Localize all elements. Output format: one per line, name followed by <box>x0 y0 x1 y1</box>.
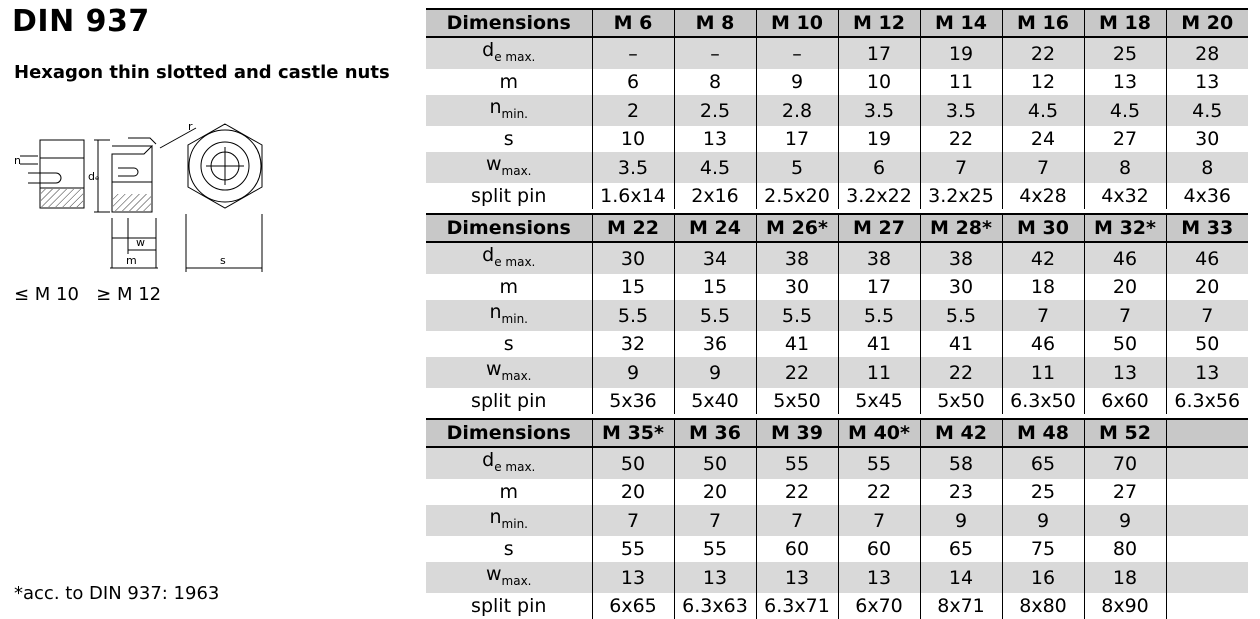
table-cell: 13 <box>756 562 838 593</box>
table-cell: 22 <box>920 126 1002 152</box>
table-cell: 5x40 <box>674 388 756 414</box>
table-cell: 4.5 <box>1084 95 1166 126</box>
size-cell: M 12 <box>838 9 920 37</box>
row-label: $n_{min.}$ <box>426 95 592 126</box>
table-cell: 55 <box>838 447 920 479</box>
table-cell: 70 <box>1084 447 1166 479</box>
table-cell <box>1166 447 1248 479</box>
table-cell: 13 <box>592 562 674 593</box>
table-cell: 17 <box>838 274 920 300</box>
size-cell: M 20 <box>1166 9 1248 37</box>
table-cell: 55 <box>674 536 756 562</box>
table-cell: 4x36 <box>1166 183 1248 209</box>
table-row-split-pin <box>426 183 1248 209</box>
table-cell: 6x60 <box>1084 388 1166 414</box>
table-row-w <box>426 357 1248 388</box>
table-cell: 6x70 <box>838 593 920 619</box>
table-cell: 6x65 <box>592 593 674 619</box>
table-cell: 8x90 <box>1084 593 1166 619</box>
table-cell: 6.3x63 <box>674 593 756 619</box>
table-row-m <box>426 69 1248 95</box>
table-row-m <box>426 274 1248 300</box>
table-cell <box>1166 536 1248 562</box>
table-cell: 2x16 <box>674 183 756 209</box>
row-label: Dimensions <box>426 9 592 37</box>
table-cell: 10 <box>838 69 920 95</box>
row-label: split pin <box>471 185 547 207</box>
row-label: m <box>499 481 518 503</box>
table-cell: 2.5 <box>674 95 756 126</box>
size-cell: M 48 <box>1002 419 1084 447</box>
table-cell: 12 <box>1002 69 1084 95</box>
label-s: s <box>220 254 226 267</box>
table-cell: 60 <box>838 536 920 562</box>
table-cell: 13 <box>1166 69 1248 95</box>
table-cell: 3.5 <box>592 152 674 183</box>
table-cell: 3.2x25 <box>920 183 1002 209</box>
table-cell: 17 <box>838 37 920 69</box>
table-cell: 7 <box>592 505 674 536</box>
table-cell: 5.5 <box>674 300 756 331</box>
table-cell: 10 <box>592 126 674 152</box>
table-cell: 3.5 <box>920 95 1002 126</box>
table-cell: 14 <box>920 562 1002 593</box>
row-label: $d_{e max.}$ <box>426 242 592 274</box>
row-label: s <box>503 538 514 560</box>
row-label: $w_{max.}$ <box>426 357 592 388</box>
table-cell: 22 <box>838 479 920 505</box>
table-cell: 4x32 <box>1084 183 1166 209</box>
size-cell: M 14 <box>920 9 1002 37</box>
page-title: DIN 937 <box>12 4 150 39</box>
table-cell: 15 <box>592 274 674 300</box>
table-cell: 8 <box>1166 152 1248 183</box>
table-cell: 9 <box>1002 505 1084 536</box>
table-cell: 36 <box>674 331 756 357</box>
table-cell: 16 <box>1002 562 1084 593</box>
footnote: *acc. to DIN 937: 1963 <box>14 583 220 604</box>
row-label: $d_{e max.}$ <box>426 447 592 479</box>
table-cell: 19 <box>920 37 1002 69</box>
table-cell: 2.5x20 <box>756 183 838 209</box>
table-cell: 8 <box>1084 152 1166 183</box>
table-cell: 3.5 <box>838 95 920 126</box>
size-cell <box>1166 419 1248 447</box>
table-cell: 30 <box>1166 126 1248 152</box>
table-cell: 5x50 <box>920 388 1002 414</box>
size-cell: M 24 <box>674 214 756 242</box>
row-label: Dimensions <box>426 214 592 242</box>
table-header-row <box>426 419 1248 447</box>
table-cell: 41 <box>920 331 1002 357</box>
table-cell: 55 <box>592 536 674 562</box>
table-cell: 5 <box>756 152 838 183</box>
table-row-s <box>426 126 1248 152</box>
table-cell: 46 <box>1002 331 1084 357</box>
table-cell: 19 <box>838 126 920 152</box>
table-header-row <box>426 214 1248 242</box>
size-caption-small: ≤ M 10 <box>14 284 79 305</box>
label-m: m <box>126 254 137 267</box>
table-cell: 60 <box>756 536 838 562</box>
table-cell: 75 <box>1002 536 1084 562</box>
table-cell: 5.5 <box>592 300 674 331</box>
table-cell: 20 <box>674 479 756 505</box>
table-cell: 55 <box>756 447 838 479</box>
table-cell: 65 <box>1002 447 1084 479</box>
table-cell: 6.3x71 <box>756 593 838 619</box>
table-cell: 50 <box>674 447 756 479</box>
table-cell: 13 <box>674 126 756 152</box>
table-cell: 9 <box>674 357 756 388</box>
table-cell <box>1166 562 1248 593</box>
size-cell: M 16 <box>1002 9 1084 37</box>
table-row-n <box>426 300 1248 331</box>
table-cell: 4.5 <box>674 152 756 183</box>
dimensions-table-2 <box>426 213 1248 414</box>
row-label: m <box>499 276 518 298</box>
table-cell: 22 <box>756 479 838 505</box>
table-cell: 22 <box>1002 37 1084 69</box>
size-cell: M 10 <box>756 9 838 37</box>
table-cell: 13 <box>1166 357 1248 388</box>
size-cell: M 35* <box>592 419 674 447</box>
table-row-n <box>426 505 1248 536</box>
table-cell: 65 <box>920 536 1002 562</box>
table-cell: 32 <box>592 331 674 357</box>
nut-technical-drawing <box>10 118 275 278</box>
table-cell: 6.3x50 <box>1002 388 1084 414</box>
table-cell: 5.5 <box>920 300 1002 331</box>
row-label: Dimensions <box>426 419 592 447</box>
table-cell: 30 <box>920 274 1002 300</box>
table-cell: 7 <box>920 152 1002 183</box>
size-cell: M 42 <box>920 419 1002 447</box>
table-cell: 41 <box>756 331 838 357</box>
table-cell <box>1166 505 1248 536</box>
table-cell: 50 <box>1084 331 1166 357</box>
table-cell: 6 <box>592 69 674 95</box>
size-cell: M 6 <box>592 9 674 37</box>
table-cell <box>1166 593 1248 619</box>
table-cell: 9 <box>1084 505 1166 536</box>
size-cell: M 27 <box>838 214 920 242</box>
size-cell: M 28* <box>920 214 1002 242</box>
table-cell: 22 <box>920 357 1002 388</box>
table-cell: 2.8 <box>756 95 838 126</box>
table-cell: 15 <box>674 274 756 300</box>
table-cell: 20 <box>1166 274 1248 300</box>
size-cell: M 40* <box>838 419 920 447</box>
row-label: $w_{max.}$ <box>426 152 592 183</box>
label-n: n <box>14 154 21 167</box>
table-row-split-pin <box>426 593 1248 619</box>
table-cell: 23 <box>920 479 1002 505</box>
table-cell: 11 <box>1002 357 1084 388</box>
size-cell: M 36 <box>674 419 756 447</box>
table-cell: 41 <box>838 331 920 357</box>
table-cell: 7 <box>1166 300 1248 331</box>
table-cell: 38 <box>756 242 838 274</box>
table-row-w <box>426 562 1248 593</box>
table-row-n <box>426 95 1248 126</box>
table-cell: 6 <box>838 152 920 183</box>
table-cell: 13 <box>674 562 756 593</box>
table-row-m <box>426 479 1248 505</box>
table-cell: 50 <box>592 447 674 479</box>
table-row-split-pin <box>426 388 1248 414</box>
table-cell: 20 <box>1084 274 1166 300</box>
table-cell: 1.6x14 <box>592 183 674 209</box>
table-cell: 30 <box>592 242 674 274</box>
table-cell: – <box>674 37 756 69</box>
table-cell: 8x80 <box>1002 593 1084 619</box>
table-cell: 13 <box>838 562 920 593</box>
table-cell: 34 <box>674 242 756 274</box>
table-cell: – <box>592 37 674 69</box>
page-subtitle: Hexagon thin slotted and castle nuts <box>14 62 390 83</box>
table-cell: 42 <box>1002 242 1084 274</box>
row-label: s <box>503 333 514 355</box>
table-cell: 20 <box>592 479 674 505</box>
table-cell: 5.5 <box>756 300 838 331</box>
size-cell: M 26* <box>756 214 838 242</box>
table-cell: 7 <box>838 505 920 536</box>
table-cell: 7 <box>674 505 756 536</box>
dimensions-table-3 <box>426 418 1248 619</box>
table-cell <box>1166 479 1248 505</box>
table-row-s <box>426 331 1248 357</box>
table-cell: 7 <box>1084 300 1166 331</box>
table-cell: 30 <box>756 274 838 300</box>
table-cell: 9 <box>920 505 1002 536</box>
table-cell: 4.5 <box>1166 95 1248 126</box>
castle-nut-top-view <box>160 124 262 272</box>
row-label: $n_{min.}$ <box>426 300 592 331</box>
table-cell: 4.5 <box>1002 95 1084 126</box>
table-cell: 27 <box>1084 126 1166 152</box>
table-cell: 46 <box>1084 242 1166 274</box>
table-cell: 7 <box>1002 152 1084 183</box>
size-cell: M 8 <box>674 9 756 37</box>
size-cell: M 32* <box>1084 214 1166 242</box>
table-row-de <box>426 447 1248 479</box>
table-cell: 8 <box>674 69 756 95</box>
label-de: dₑ <box>88 170 100 183</box>
row-label: m <box>499 71 518 93</box>
table-cell: 5x36 <box>592 388 674 414</box>
table-cell: 38 <box>838 242 920 274</box>
table-row-de <box>426 242 1248 274</box>
table-cell: 24 <box>1002 126 1084 152</box>
table-cell: 9 <box>592 357 674 388</box>
table-cell: 11 <box>838 357 920 388</box>
table-row-w <box>426 152 1248 183</box>
table-cell: 18 <box>1084 562 1166 593</box>
table-cell: 50 <box>1166 331 1248 357</box>
table-cell: 2 <box>592 95 674 126</box>
table-cell: – <box>756 37 838 69</box>
label-w: w <box>136 236 145 249</box>
table-row-de <box>426 37 1248 69</box>
size-cell: M 18 <box>1084 9 1166 37</box>
row-label: split pin <box>471 390 547 412</box>
row-label: $d_{e max.}$ <box>426 37 592 69</box>
table-cell: 13 <box>1084 69 1166 95</box>
size-cell: M 52 <box>1084 419 1166 447</box>
table-cell: 7 <box>1002 300 1084 331</box>
row-label: split pin <box>471 595 547 617</box>
row-label: s <box>503 128 514 150</box>
row-label: $w_{max.}$ <box>426 562 592 593</box>
table-cell: 46 <box>1166 242 1248 274</box>
table-cell: 8x71 <box>920 593 1002 619</box>
table-cell: 18 <box>1002 274 1084 300</box>
size-cell: M 30 <box>1002 214 1084 242</box>
table-cell: 25 <box>1002 479 1084 505</box>
size-caption <box>14 284 161 305</box>
table-cell: 38 <box>920 242 1002 274</box>
dimensions-table-1 <box>426 8 1248 209</box>
table-cell: 5x45 <box>838 388 920 414</box>
table-cell: 6.3x56 <box>1166 388 1248 414</box>
table-cell: 80 <box>1084 536 1166 562</box>
label-r: r <box>188 120 193 133</box>
table-cell: 25 <box>1084 37 1166 69</box>
table-cell: 4x28 <box>1002 183 1084 209</box>
table-cell: 5.5 <box>838 300 920 331</box>
table-cell: 5x50 <box>756 388 838 414</box>
table-header-row <box>426 9 1248 37</box>
table-cell: 9 <box>756 69 838 95</box>
table-cell: 27 <box>1084 479 1166 505</box>
size-cell: M 39 <box>756 419 838 447</box>
table-cell: 13 <box>1084 357 1166 388</box>
size-cell: M 33 <box>1166 214 1248 242</box>
table-cell: 7 <box>756 505 838 536</box>
table-cell: 58 <box>920 447 1002 479</box>
table-row-s <box>426 536 1248 562</box>
table-cell: 17 <box>756 126 838 152</box>
table-cell: 28 <box>1166 37 1248 69</box>
table-cell: 11 <box>920 69 1002 95</box>
table-cell: 3.2x22 <box>838 183 920 209</box>
size-caption-large: ≥ M 12 <box>96 284 162 305</box>
size-cell: M 22 <box>592 214 674 242</box>
table-cell: 22 <box>756 357 838 388</box>
row-label: $n_{min.}$ <box>426 505 592 536</box>
